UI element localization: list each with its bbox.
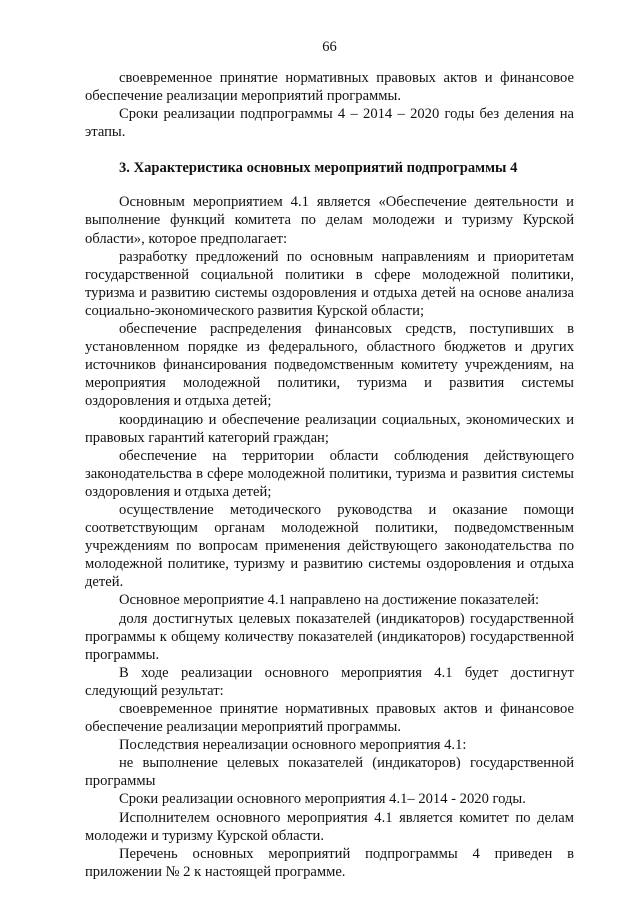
paragraph: В ходе реализации основного мероприятия 4.1 будет достигнут следующий результат: [85, 664, 574, 699]
paragraph: Сроки реализации подпрограммы 4 – 2014 – 2020 годы без деления на этапы. [85, 106, 574, 141]
paragraph: координацию и обеспечение реализации социальных, экономических и правовых гарантий категорий граждан; [85, 411, 574, 446]
section-heading: 3. Характеристика основных мероприятий подпрограммы 4 [119, 160, 518, 177]
paragraph: осуществление методического руководства и оказание помощи соответствующим органам молодежной политики, подведомственным учреждениям по вопросам применения действующего законодательства по молодежной политике, туризму и развитию системы оздоровления и отдыха детей. [85, 501, 574, 591]
paragraph: доля достигнутых целевых показателей (индикаторов) государственной программы к общему количеству показателей (индикаторов) государственной программы. [85, 610, 574, 663]
page-number: 66 [322, 39, 337, 55]
paragraph: разработку предложений по основным направлениям и приоритетам государственной социальной политики в сфере молодежной политики, туризма и развитию системы оздоровления и отдыха детей на основе анализа социально-экономического развития Курской области; [85, 248, 574, 319]
paragraph: Сроки реализации основного мероприятия 4.1– 2014 - 2020 годы. [119, 791, 526, 808]
paragraph: Последствия нереализации основного мероприятия 4.1: [119, 737, 467, 754]
paragraph: Перечень основных мероприятий подпрограммы 4 приведен в приложении № 2 к настоящей программе. [85, 845, 574, 880]
document-body [85, 69, 574, 881]
paragraph: Исполнителем основного мероприятия 4.1 является комитет по делам молодежи и туризму Курской области. [85, 809, 574, 844]
paragraph: Основным мероприятием 4.1 является «Обеспечение деятельности и выполнение функций комитета по делам молодежи и туризму Курской области», которое предполагает: [85, 194, 574, 247]
paragraph: своевременное принятие нормативных правовых актов и финансовое обеспечение реализации мероприятий программы. [85, 701, 574, 736]
paragraph: своевременное принятие нормативных правовых актов и финансовое обеспечение реализации мероприятий программы. [85, 70, 574, 105]
paragraph: обеспечение распределения финансовых средств, поступивших в установленном порядке из федерального, областного бюджетов и других источников финансирования подведомственным комитету учреждениям, на мероприятия молодежной политики, туризма и развития системы оздоровления и отдыха детей; [85, 321, 574, 410]
paragraph: не выполнение целевых показателей (индикаторов) государственной программы [85, 755, 574, 790]
paragraph: обеспечение на территории области соблюдения действующего законодательства в сфере молодежной политики, туризма и развития системы оздоровления и отдыха детей; [85, 447, 574, 500]
paragraph: Основное мероприятие 4.1 направлено на достижение показателей: [119, 592, 540, 609]
